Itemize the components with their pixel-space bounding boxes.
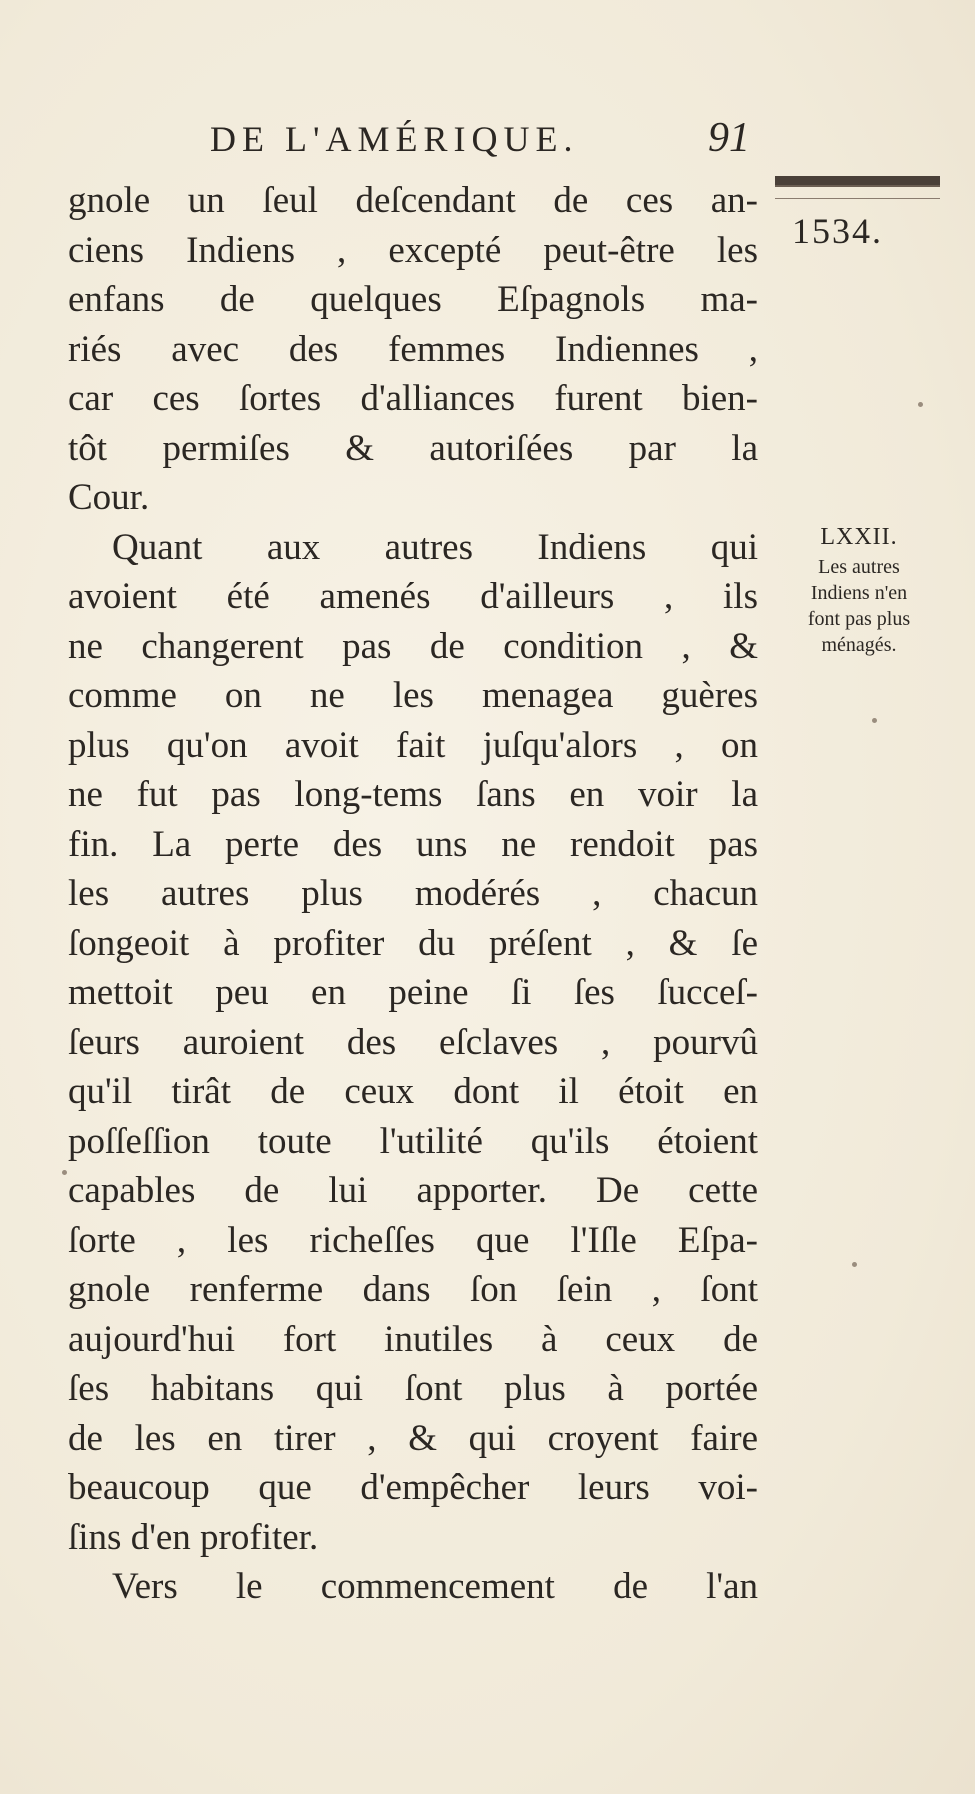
text-line: les autres plus modérés , chacun (68, 873, 758, 914)
page-number: 91 (708, 115, 750, 161)
marginal-note-line: Indiens n'en (810, 582, 908, 604)
text-line: capables de lui apporter. De cette (68, 1170, 758, 1211)
marginal-note-line: Les autres (818, 556, 900, 578)
ink-speck (852, 1262, 857, 1267)
text-line: ſes habitans qui ſont plus à portée (68, 1368, 758, 1409)
text-line: avoient été amenés d'ailleurs , ils (68, 576, 758, 617)
text-line: gnole un ſeul deſcendant de ces an- (68, 180, 758, 221)
text-line: riés avec des femmes Indiennes , (68, 328, 758, 370)
text-line: enfans de quelques Eſpagnols ma- (68, 279, 758, 320)
text-line: ſongeoit à profiter du préſent , & ſe (68, 922, 758, 964)
text-line: mettoit peu en peine ſi ſes ſucceſ- (68, 972, 758, 1013)
text-line: ne changerent pas de condition , & (68, 625, 758, 667)
ink-speck (918, 402, 923, 407)
text-line: gnole renferme dans ſon ſein , ſont (68, 1269, 758, 1310)
marginal-note-line: ménagés. (821, 634, 897, 656)
text-line: tôt permiſes & autoriſées par la (68, 427, 758, 469)
thin-rule (775, 198, 940, 199)
ink-speck (872, 718, 877, 723)
text-line: ciens Indiens , excepté peut-être les (68, 229, 758, 271)
text-line: ſins d'en profiter. (68, 1516, 319, 1558)
text-line: ſeurs auroient des eſclaves , pourvû (68, 1021, 758, 1063)
body-text (68, 176, 758, 1612)
text-line: plus qu'on avoit fait juſqu'alors , on (68, 724, 758, 766)
text-line: aujourd'hui fort inutiles à ceux de (68, 1318, 758, 1360)
marginal-note-line: font pas plus (807, 608, 911, 630)
text-line: fin. La perte des uns ne rendoit pas (68, 823, 758, 865)
running-head: DE L'AMÉRIQUE. (210, 119, 579, 159)
section-number: LXXII. (820, 524, 898, 550)
text-line: comme on ne les menagea guères (68, 675, 758, 716)
margin-year: 1534. (792, 211, 883, 251)
text-line: poſſeſſion toute l'utilité qu'ils étoient (68, 1120, 758, 1162)
text-line: Vers le commencement de l'an (112, 1566, 758, 1607)
text-line: car ces ſortes d'alliances furent bien- (68, 378, 758, 419)
text-line: qu'il tirât de ceux dont il étoit en (68, 1071, 758, 1112)
text-line: Quant aux autres Indiens qui (112, 526, 758, 568)
ornament-rule (775, 176, 940, 187)
marginal-note (776, 520, 942, 658)
ink-speck (62, 1170, 67, 1175)
text-line: ne fut pas long-tems ſans en voir la (68, 774, 758, 815)
text-line: beaucoup que d'empêcher leurs voi- (68, 1467, 758, 1508)
text-line: Cour. (68, 477, 150, 518)
text-line: de les en tirer , & qui croyent faire (68, 1417, 758, 1459)
text-line: ſorte , les richeſſes que l'Iſle Eſpa- (68, 1219, 758, 1261)
